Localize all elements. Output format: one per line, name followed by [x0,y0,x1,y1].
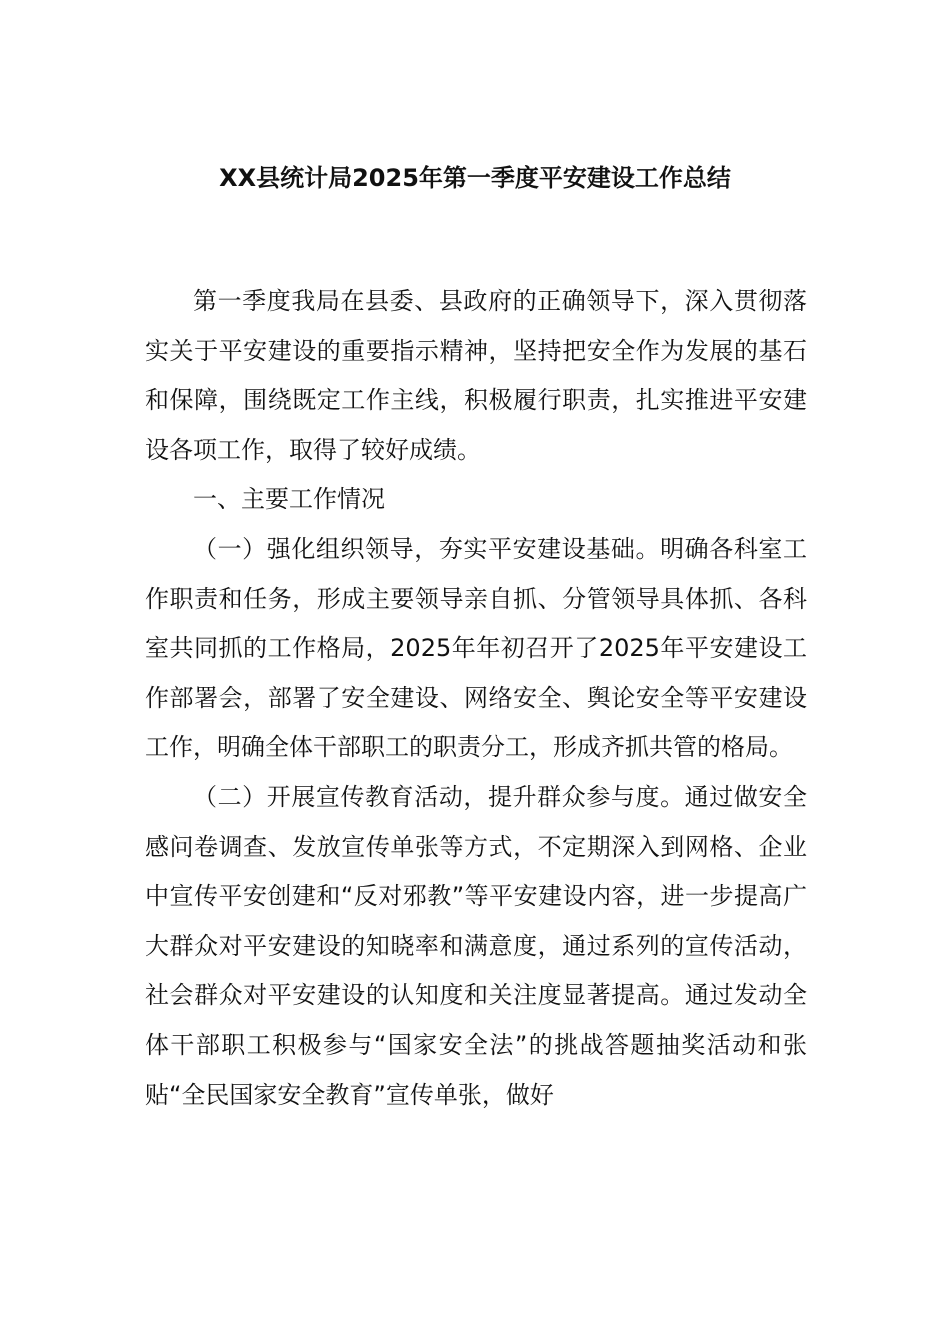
intro-paragraph: 第一季度我局在县委、县政府的正确领导下，深入贯彻落实关于平安建设的重要指示精神，坚持把安全作为发展的基石和保障，围绕既定工作主线，积极履行职责，扎实推进平安建设各项工作，取得了较好成绩。 [145,287,807,464]
item-two-paragraph: （二）开展宣传教育活动，提升群众参与度。通过做安全感问卷调查、发放宣传单张等方式，不定期深入到网格、企业中宣传平安创建和“反对邪教”等平安建设内容，进一步提高广大群众对平安建设的知晓率和满意度，通过系列的宣传活动，社会群众对平安建设的认知度和关注度显著提高。通过发动全体干部职工积极参与“国家安全法”的挑战答题抽奖活动和张贴“全民国家安全教育”宣传单张，做好 [145,782,807,1109]
document-body [145,277,807,1120]
section-heading-main-work: 一、主要工作情况 [193,485,385,514]
document-title: XX县统计局2025年第一季度平安建设工作总结 [219,164,731,192]
item-one-paragraph: （一）强化组织领导，夯实平安建设基础。明确各科室工作职责和任务，形成主要领导亲自抓、分管领导具体抓、各科室共同抓的工作格局，2025年年初召开了2025年平安建设工作部署会，部署了安全建设、网络安全、舆论安全等平安建设工作，明确全体干部职工的职责分工，形成齐抓共管的格局。 [145,534,807,762]
